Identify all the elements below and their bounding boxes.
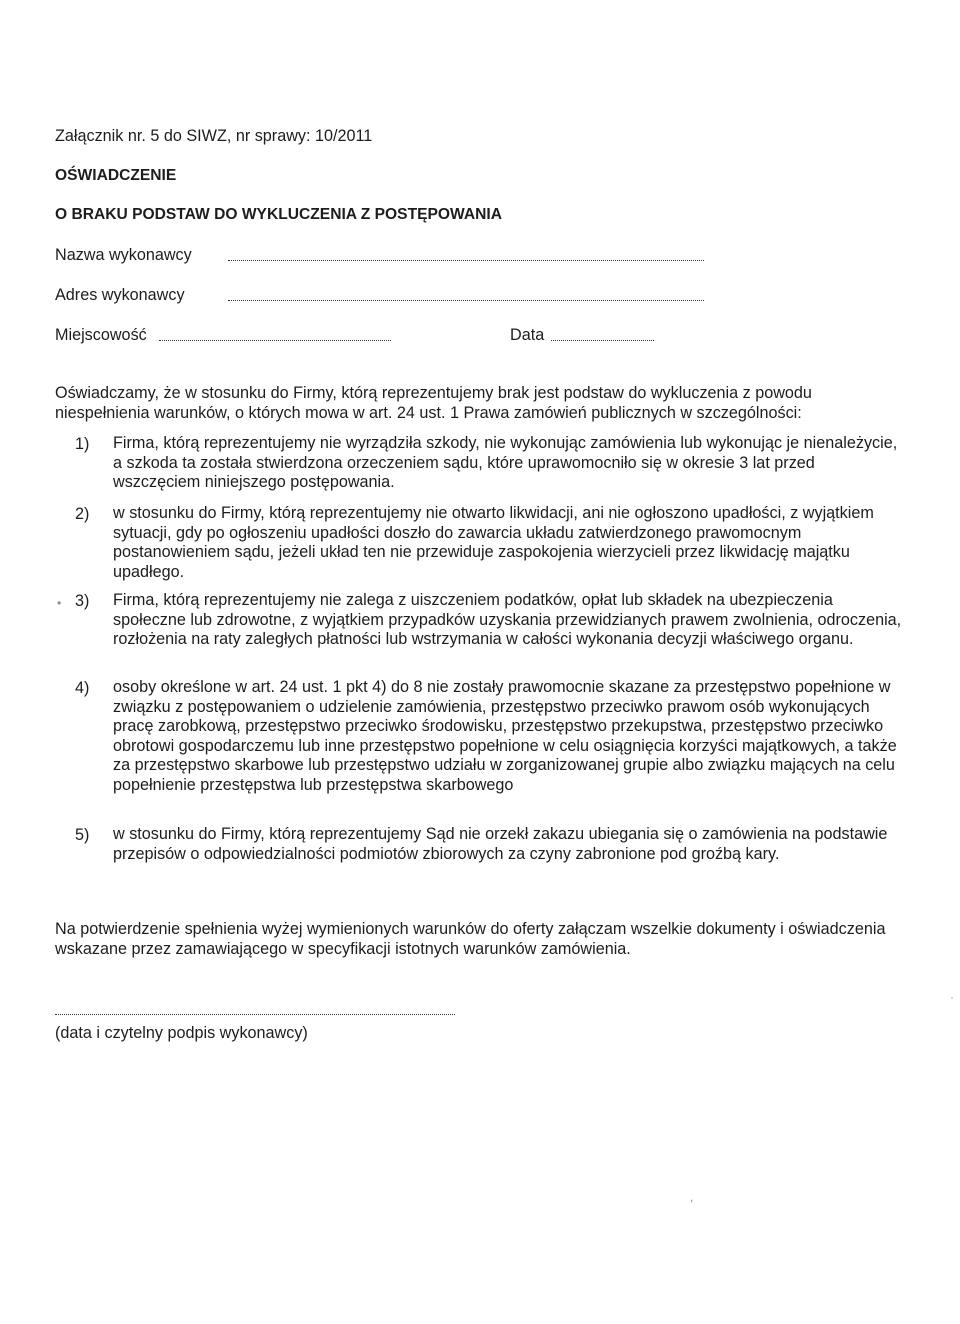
contractor-address-field[interactable] xyxy=(228,300,704,301)
document-subtitle: O BRAKU PODSTAW DO WYKLUCZENIA Z POSTĘPOWANIA xyxy=(55,206,503,223)
item-text: Firma, którą reprezentujemy nie wyrządziła szkody, nie wykonując zamówienia lub wykonując je nienależycie, a szkoda ta została stwierdzona orzeczeniem sądu, które uprawomocniło się w okresie 3 lat przed wszczęciem niniejszego postępowania. xyxy=(113,434,898,491)
item-text: w stosunku do Firmy, którą reprezentujemy nie otwarto likwidacji, ani nie ogłoszono upadłości, z wyjątkiem sytuacji, gdy po ogłoszeniu upadłości doszło do zawarcia układu zatwierdzonego prawomocnym postanowieniem sądu, jeżeli układ ten nie przewiduje zaspokojenia wierzycieli przez likwidację majątku upadłego. xyxy=(113,504,874,581)
scan-speck: , xyxy=(690,1190,694,1204)
item-number: 5) xyxy=(75,826,90,844)
scan-speck: • xyxy=(57,596,62,610)
item-number: 2) xyxy=(75,505,90,523)
document-title: OŚWIADCZENIE xyxy=(55,167,177,184)
contractor-name-label: Nazwa wykonawcy xyxy=(55,246,192,264)
contractor-name-field[interactable] xyxy=(228,260,704,261)
annex-reference: Załącznik nr. 5 do SIWZ, nr sprawy: 10/2011 xyxy=(55,127,373,145)
closing-paragraph: Na potwierdzenie spełnienia wyżej wymienionych warunków do oferty załączam wszelkie dokumenty i oświadczenia wskazane przez zamawiającego w specyfikacji istotnych warunków zamówienia. xyxy=(55,920,886,958)
contractor-address-label: Adres wykonawcy xyxy=(55,286,185,304)
item-number: 1) xyxy=(75,435,90,453)
date-field[interactable] xyxy=(551,340,654,341)
intro-paragraph: Oświadczamy, że w stosunku do Firmy, którą reprezentujemy brak jest podstaw do wykluczenia z powodu niespełnienia warunków, o których mowa w art. 24 ust. 1 Prawa zamówień publicznych w szczególności: xyxy=(55,384,812,422)
item-text: osoby określone w art. 24 ust. 1 pkt 4) do 8 nie zostały prawomocnie skazane za przestępstwo popełnione w związku z postępowaniem o udzielenie zamówienia, przestępstwo przeciwko prawom osób wykonujących pracę zarobkową, przestępstwo przeciwko środowisku, przestępstwo przekupstwa, przestępstwo przeciwko obrotowi gospodarczemu lub inne przestępstwo popełnione w celu osiągnięcia korzyści majątkowych, a także za przestępstwo skarbowe lub przestępstwo udziału w zorganizowanej grupie albo związku mających na celu popełnienie przestępstwa lub przestępstwa skarbowego xyxy=(113,678,897,794)
signature-line[interactable] xyxy=(55,1014,455,1015)
place-label: Miejscowość xyxy=(55,326,147,344)
place-field[interactable] xyxy=(159,340,391,341)
signature-caption: (data i czytelny podpis wykonawcy) xyxy=(55,1024,308,1042)
scan-speck: · xyxy=(950,990,954,1004)
date-label: Data xyxy=(510,326,545,344)
item-text: w stosunku do Firmy, którą reprezentujemy Sąd nie orzekł zakazu ubiegania się o zamówienia na podstawie przepisów o odpowiedzialności podmiotów zbiorowych za czyny zabronione pod groźbą kary. xyxy=(113,825,888,863)
item-number: 3) xyxy=(75,592,90,610)
item-text: Firma, którą reprezentujemy nie zalega z uiszczeniem podatków, opłat lub składek na ubezpieczenia społeczne lub zdrowotne, z wyjątkiem przypadków uzyskania przewidzianych prawem zwolnienia, odroczenia, rozłożenia na raty zaległych płatności lub wstrzymania w całości wykonania decyzji właściwego organu. xyxy=(113,591,902,648)
item-number: 4) xyxy=(75,679,90,697)
